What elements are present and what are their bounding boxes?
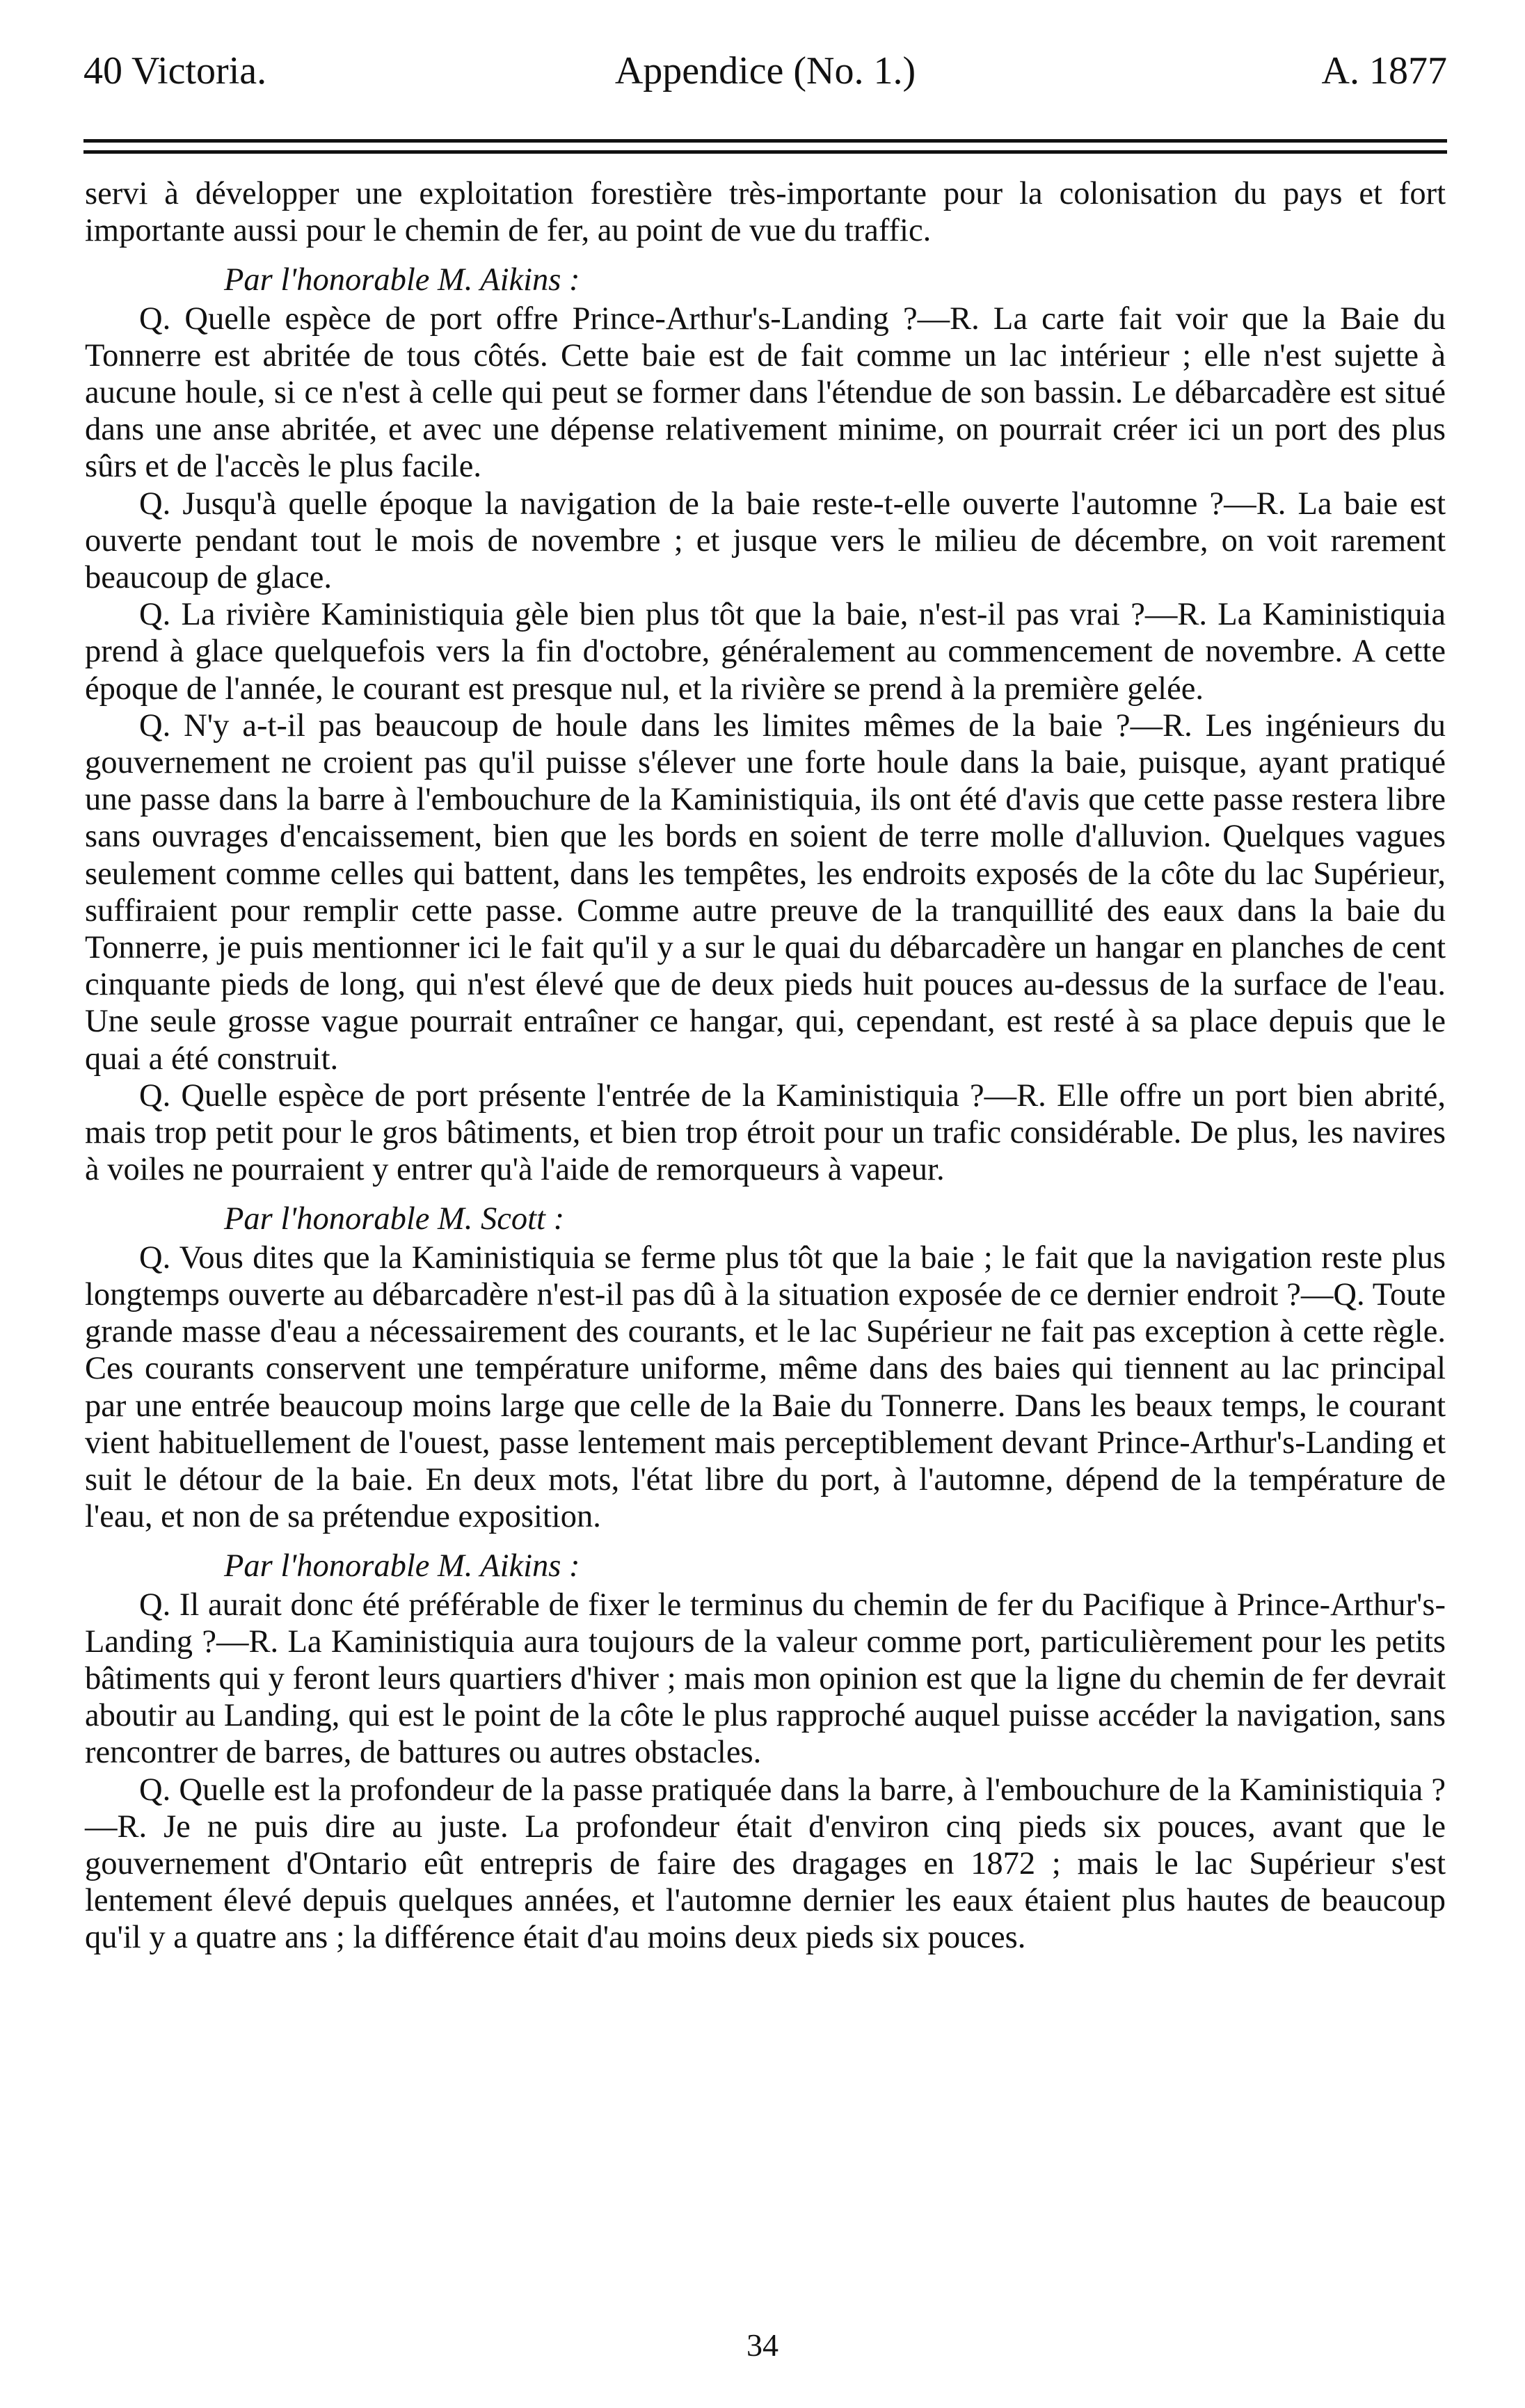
header-session: 40 Victoria. <box>83 49 267 93</box>
header-rule-bottom <box>83 150 1447 154</box>
question-answer: Q. Quelle est la profondeur de la passe pratiquée dans la barre, à l'embouchure de la Kaministiquia ?—R. Je ne puis dire au juste. La profondeur était d'environ cinq pieds six pouces, avant que le gouvernement d'Ontario eût entrepris de faire des dragages en 1872 ; mais le lac Supérieur s'est lentement élevé depuis quelques années, et l'automne dernier les eaux étaient plus hautes de beaucoup qu'il y a quatre ans ; la différence était d'au moins deux pieds six pouces. <box>85 1772 1446 1956</box>
speaker-heading: Par l'honorable M. Aikins : <box>224 262 580 298</box>
question-answer: Q. Quelle espèce de port présente l'entrée de la Kaministiquia ?—R. Elle offre un port bien abrité, mais trop petit pour le gros bâtiments, et bien trop étroit pour un trafic considérable. De plus, les navires à voiles ne pourraient y entrer qu'à l'aide de remorqueurs à vapeur. <box>85 1077 1446 1188</box>
header-year: A. 1877 <box>1321 49 1447 93</box>
question-answer: Q. Il aurait donc été préférable de fixer le terminus du chemin de fer du Pacifique à Prince-Arthur's-Landing ?—R. La Kaministiquia aura toujours de la valeur comme port, particulièrement pour les petits bâtiments qui y feront leurs quartiers d'hiver ; mais mon opinion est que la ligne du chemin de fer devrait aboutir au Landing, qui est le point de la côte le plus rapproché auquel puisse accéder la navigation, sans rencontrer de barres, de battures ou autres obstacles. <box>85 1587 1446 1771</box>
question-answer: Q. Jusqu'à quelle époque la navigation de la baie reste-t-elle ouverte l'automne ?—R. La baie est ouverte pendant tout le mois de novembre ; et jusque vers le milieu de décembre, on voit rarement beaucoup de glace. <box>85 485 1446 596</box>
question-answer: Q. Vous dites que la Kaministiquia se ferme plus tôt que la baie ; le fait que la navigation reste plus longtemps ouverte au débarcadère n'est-il pas dû à la situation exposée de ce dernier endroit ?—Q. Toute grande masse d'eau a nécessairement des courants, et le lac Supérieur ne fait pas exception à cette règle. Ces courants conservent une température uniforme, même dans des baies qui tiennent au lac principal par une entrée beaucoup moins large que celle de la Baie du Tonnerre. Dans les beaux temps, le courant vient habituellement de l'ouest, passe lentement mais perceptiblement devant Prince-Arthur's-Landing et suit le détour de la baie. En deux mots, l'état libre du port, à l'automne, dépend de la température de l'eau, et non de sa prétendue exposition. <box>85 1239 1446 1535</box>
page-body <box>85 175 1446 2311</box>
question-answer: Q. La rivière Kaministiquia gèle bien plus tôt que la baie, n'est-il pas vrai ?—R. La Kaministiquia prend à glace quelquefois vers la fin d'octobre, généralement au commencement de novembre. A cette époque de l'année, le courant est presque nul, et la rivière se prend à la première gelée. <box>85 597 1446 707</box>
question-answer: Q. Quelle espèce de port offre Prince-Arthur's-Landing ?—R. La carte fait voir que la Baie du Tonnerre est abritée de tous côtés. Cette baie est de fait comme un lac intérieur ; elle n'est sujette à aucune houle, si ce n'est à celle qui peut se former dans l'étendue de son bassin. Le débarcadère est situé dans une anse abritée, et avec une dépense relativement minime, on pourrait créer ici un port des plus sûrs et de l'accès le plus facile. <box>85 300 1446 485</box>
running-header <box>83 43 1447 99</box>
header-rule-top <box>83 139 1447 143</box>
paragraph-continuation: servi à développer une exploitation forestière très-importante pour la colonisation du pays et fort importante aussi pour le chemin de fer, au point de vue du traffic. <box>85 176 1446 249</box>
header-appendix: Appendice (No. 1.) <box>614 49 916 93</box>
page-number: 34 <box>746 2327 779 2363</box>
question-answer: Q. N'y a-t-il pas beaucoup de houle dans les limites mêmes de la baie ?—R. Les ingénieurs du gouvernement ne croient pas qu'il puisse s'élever une forte houle dans la baie, puisque, ayant pratiqué une passe dans la barre à l'embouchure de la Kaministiquia, ils ont été d'avis que cette passe restera libre sans ouvrages d'encaissement, bien que les bords en soient de terre molle d'alluvion. Quelques vagues seulement comme celles qui battent, dans les tempêtes, les endroits exposés de la côte du lac Supérieur, suffiraient pour remplir cette passe. Comme autre preuve de la tranquillité des eaux dans la baie du Tonnerre, je puis mentionner ici le fait qu'il y a sur le quai du débarcadère un hangar en planches de cent cinquante pieds de long, qui n'est élevé que de deux pieds huit pouces au-dessus de la surface de l'eau. Une seule grosse vague pourrait entraîner ce hangar, qui, cependant, est resté à sa place depuis que le quai a été construit. <box>85 707 1446 1077</box>
speaker-heading: Par l'honorable M. Scott : <box>224 1201 565 1237</box>
speaker-heading: Par l'honorable M. Aikins : <box>224 1548 580 1584</box>
